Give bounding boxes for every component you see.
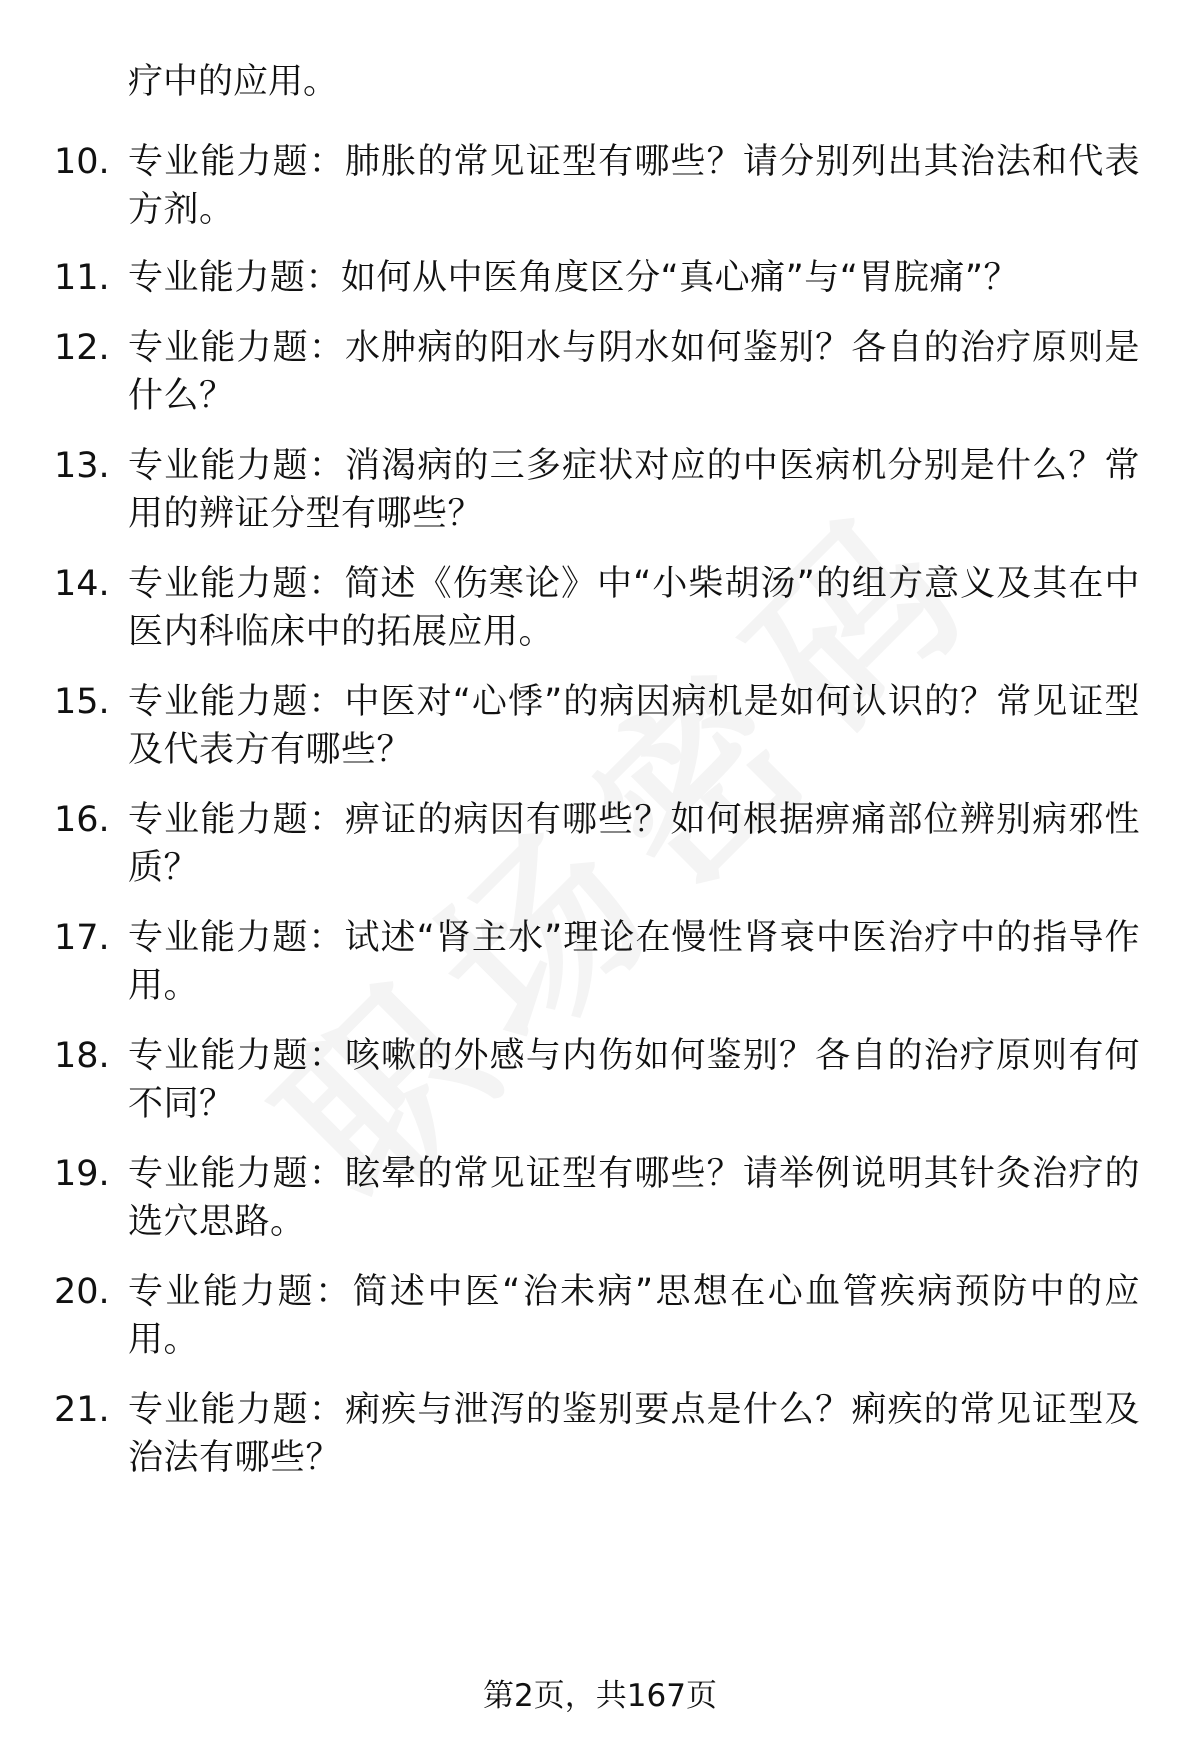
question-text: 专业能力题：简述《伤寒论》中“小柴胡汤”的组方意义及其在中医内科临床中的拓展应用。 (128, 564, 1140, 652)
question-text: 专业能力题：咳嗽的外感与内伤如何鉴别？各自的治疗原则有何不同？ (128, 1036, 1140, 1124)
question-number: 17. (54, 918, 110, 958)
question-number: 21. (54, 1390, 110, 1430)
question-number: 18. (54, 1036, 110, 1076)
question-number: 11. (54, 258, 110, 298)
question-number: 14. (54, 564, 110, 604)
question-number: 15. (54, 682, 110, 722)
question-text: 专业能力题：中医对“心悸”的病因病机是如何认识的？常见证型及代表方有哪些？ (128, 682, 1140, 770)
question-number: 12. (54, 328, 110, 368)
question-number: 13. (54, 446, 110, 486)
question-text: 专业能力题：消渴病的三多症状对应的中医病机分别是什么？常用的辨证分型有哪些？ (128, 446, 1140, 534)
question-number: 19. (54, 1154, 110, 1194)
question-text: 专业能力题：痢疾与泄泻的鉴别要点是什么？痢疾的常见证型及治法有哪些？ (128, 1390, 1140, 1478)
continuation-text: 疗中的应用。 (128, 62, 339, 102)
question-number: 20. (54, 1272, 110, 1312)
question-text: 专业能力题：痹证的病因有哪些？如何根据痹痛部位辨别病邪性质？ (128, 800, 1140, 888)
question-text: 专业能力题：眩晕的常见证型有哪些？请举例说明其针灸治疗的选穴思路。 (128, 1154, 1140, 1242)
page-number-footer: 第2页，共167页 (483, 1678, 717, 1714)
question-text: 专业能力题：如何从中医角度区分“真心痛”与“胃脘痛”？ (128, 258, 1020, 298)
question-number: 16. (54, 800, 110, 840)
question-text: 专业能力题：肺胀的常见证型有哪些？请分别列出其治法和代表方剂。 (128, 142, 1140, 230)
question-text: 专业能力题：简述中医“治未病”思想在心血管疾病预防中的应用。 (128, 1272, 1140, 1360)
question-text: 专业能力题：试述“肾主水”理论在慢性肾衰中医治疗中的指导作用。 (128, 918, 1140, 1006)
question-number: 10. (54, 142, 110, 182)
question-text: 专业能力题：水肿病的阳水与阴水如何鉴别？各自的治疗原则是什么？ (128, 328, 1140, 416)
